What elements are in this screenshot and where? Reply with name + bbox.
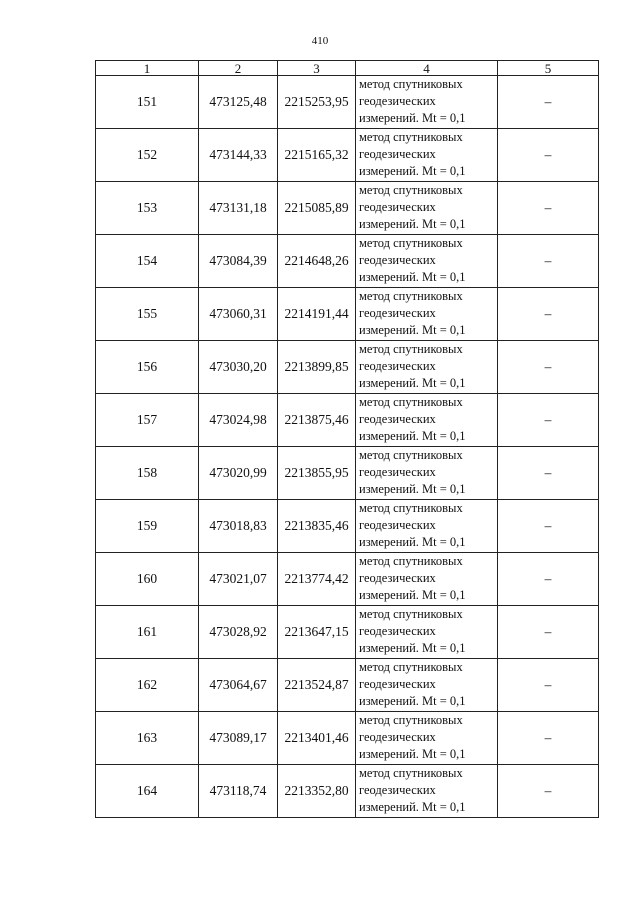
- accuracy-dash: –: [498, 606, 599, 659]
- table-row: [96, 606, 599, 659]
- column-header-4: 4: [356, 61, 498, 76]
- method-line: геодезических: [359, 94, 436, 108]
- column-header-3: 3: [278, 61, 356, 76]
- coordinate-x: 473021,07: [199, 553, 278, 606]
- coordinate-y: 2213875,46: [278, 394, 356, 447]
- coordinate-y: 2215253,95: [278, 76, 356, 129]
- table-body: [96, 76, 599, 818]
- coordinate-x: 473064,67: [199, 659, 278, 712]
- point-number: 158: [96, 447, 199, 500]
- method-description: [356, 341, 498, 394]
- coordinate-x: 473018,83: [199, 500, 278, 553]
- table-row: [96, 765, 599, 818]
- method-line: метод спутниковых: [359, 501, 463, 515]
- method-line: измерений. Mt = 0,1: [359, 800, 466, 814]
- coordinate-y: 2213774,42: [278, 553, 356, 606]
- method-description: [356, 765, 498, 818]
- method-line: геодезических: [359, 147, 436, 161]
- point-number: 155: [96, 288, 199, 341]
- method-line: метод спутниковых: [359, 554, 463, 568]
- method-line: метод спутниковых: [359, 395, 463, 409]
- method-description: [356, 659, 498, 712]
- coordinate-x: 473125,48: [199, 76, 278, 129]
- column-header-2: 2: [199, 61, 278, 76]
- coordinate-x: 473024,98: [199, 394, 278, 447]
- method-line: метод спутниковых: [359, 766, 463, 780]
- accuracy-dash: –: [498, 765, 599, 818]
- accuracy-dash: –: [498, 659, 599, 712]
- table-row: [96, 712, 599, 765]
- method-line: измерений. Mt = 0,1: [359, 270, 466, 284]
- method-description: [356, 129, 498, 182]
- header-row: [96, 61, 599, 76]
- column-header-1: 1: [96, 61, 199, 76]
- method-description: [356, 447, 498, 500]
- method-line: измерений. Mt = 0,1: [359, 588, 466, 602]
- method-line: геодезических: [359, 359, 436, 373]
- point-number: 152: [96, 129, 199, 182]
- coordinate-x: 473084,39: [199, 235, 278, 288]
- table-row: [96, 235, 599, 288]
- table-row: [96, 659, 599, 712]
- coordinate-y: 2214191,44: [278, 288, 356, 341]
- page-number: 410: [311, 35, 329, 47]
- method-line: метод спутниковых: [359, 607, 463, 621]
- accuracy-dash: –: [498, 288, 599, 341]
- table-row: [96, 341, 599, 394]
- method-description: [356, 235, 498, 288]
- method-description: [356, 500, 498, 553]
- method-line: измерений. Mt = 0,1: [359, 164, 466, 178]
- coordinate-y: 2213855,95: [278, 447, 356, 500]
- coordinate-x: 473028,92: [199, 606, 278, 659]
- point-number: 154: [96, 235, 199, 288]
- method-line: метод спутниковых: [359, 660, 463, 674]
- method-line: измерений. Mt = 0,1: [359, 323, 466, 337]
- coordinate-x: 473131,18: [199, 182, 278, 235]
- method-line: геодезических: [359, 306, 436, 320]
- method-description: [356, 182, 498, 235]
- point-number: 164: [96, 765, 199, 818]
- coordinate-y: 2215085,89: [278, 182, 356, 235]
- method-line: геодезических: [359, 624, 436, 638]
- coordinate-x: 473060,31: [199, 288, 278, 341]
- coordinate-y: 2213647,15: [278, 606, 356, 659]
- coordinate-x: 473144,33: [199, 129, 278, 182]
- method-description: [356, 288, 498, 341]
- method-description: [356, 553, 498, 606]
- coordinate-x: 473118,74: [199, 765, 278, 818]
- accuracy-dash: –: [498, 341, 599, 394]
- coordinate-y: 2213401,46: [278, 712, 356, 765]
- accuracy-dash: –: [498, 447, 599, 500]
- coordinate-y: 2213524,87: [278, 659, 356, 712]
- point-number: 159: [96, 500, 199, 553]
- point-number: 161: [96, 606, 199, 659]
- point-number: 163: [96, 712, 199, 765]
- method-line: измерений. Mt = 0,1: [359, 429, 466, 443]
- method-line: геодезических: [359, 783, 436, 797]
- coordinates-table: [95, 60, 599, 818]
- method-line: измерений. Mt = 0,1: [359, 641, 466, 655]
- point-number: 151: [96, 76, 199, 129]
- coordinate-x: 473020,99: [199, 447, 278, 500]
- coordinate-y: 2213835,46: [278, 500, 356, 553]
- accuracy-dash: –: [498, 76, 599, 129]
- table-row: [96, 182, 599, 235]
- coordinate-y: 2213899,85: [278, 341, 356, 394]
- method-line: метод спутниковых: [359, 130, 463, 144]
- point-number: 153: [96, 182, 199, 235]
- method-line: геодезических: [359, 412, 436, 426]
- coordinate-y: 2213352,80: [278, 765, 356, 818]
- column-header-5: 5: [498, 61, 599, 76]
- method-line: геодезических: [359, 200, 436, 214]
- coordinate-y: 2214648,26: [278, 235, 356, 288]
- point-number: 157: [96, 394, 199, 447]
- method-line: измерений. Mt = 0,1: [359, 747, 466, 761]
- coordinate-y: 2215165,32: [278, 129, 356, 182]
- method-line: геодезических: [359, 253, 436, 267]
- method-description: [356, 76, 498, 129]
- method-line: измерений. Mt = 0,1: [359, 376, 466, 390]
- accuracy-dash: –: [498, 235, 599, 288]
- point-number: 156: [96, 341, 199, 394]
- method-line: измерений. Mt = 0,1: [359, 482, 466, 496]
- method-line: метод спутниковых: [359, 448, 463, 462]
- method-line: метод спутниковых: [359, 236, 463, 250]
- table-row: [96, 288, 599, 341]
- table-row: [96, 553, 599, 606]
- method-line: метод спутниковых: [359, 77, 463, 91]
- accuracy-dash: –: [498, 712, 599, 765]
- point-number: 160: [96, 553, 199, 606]
- method-line: измерений. Mt = 0,1: [359, 694, 466, 708]
- method-line: измерений. Mt = 0,1: [359, 111, 466, 125]
- table-row: [96, 129, 599, 182]
- method-line: измерений. Mt = 0,1: [359, 535, 466, 549]
- table-row: [96, 76, 599, 129]
- method-line: метод спутниковых: [359, 713, 463, 727]
- method-description: [356, 394, 498, 447]
- method-line: геодезических: [359, 518, 436, 532]
- accuracy-dash: –: [498, 129, 599, 182]
- coordinate-x: 473030,20: [199, 341, 278, 394]
- accuracy-dash: –: [498, 182, 599, 235]
- table-row: [96, 500, 599, 553]
- point-number: 162: [96, 659, 199, 712]
- accuracy-dash: –: [498, 553, 599, 606]
- method-line: геодезических: [359, 571, 436, 585]
- accuracy-dash: –: [498, 500, 599, 553]
- method-description: [356, 712, 498, 765]
- table-row: [96, 447, 599, 500]
- method-line: геодезических: [359, 730, 436, 744]
- method-line: метод спутниковых: [359, 289, 463, 303]
- method-line: метод спутниковых: [359, 183, 463, 197]
- table-row: [96, 394, 599, 447]
- accuracy-dash: –: [498, 394, 599, 447]
- method-line: метод спутниковых: [359, 342, 463, 356]
- method-line: геодезических: [359, 677, 436, 691]
- method-description: [356, 606, 498, 659]
- method-line: измерений. Mt = 0,1: [359, 217, 466, 231]
- method-line: геодезических: [359, 465, 436, 479]
- coordinate-x: 473089,17: [199, 712, 278, 765]
